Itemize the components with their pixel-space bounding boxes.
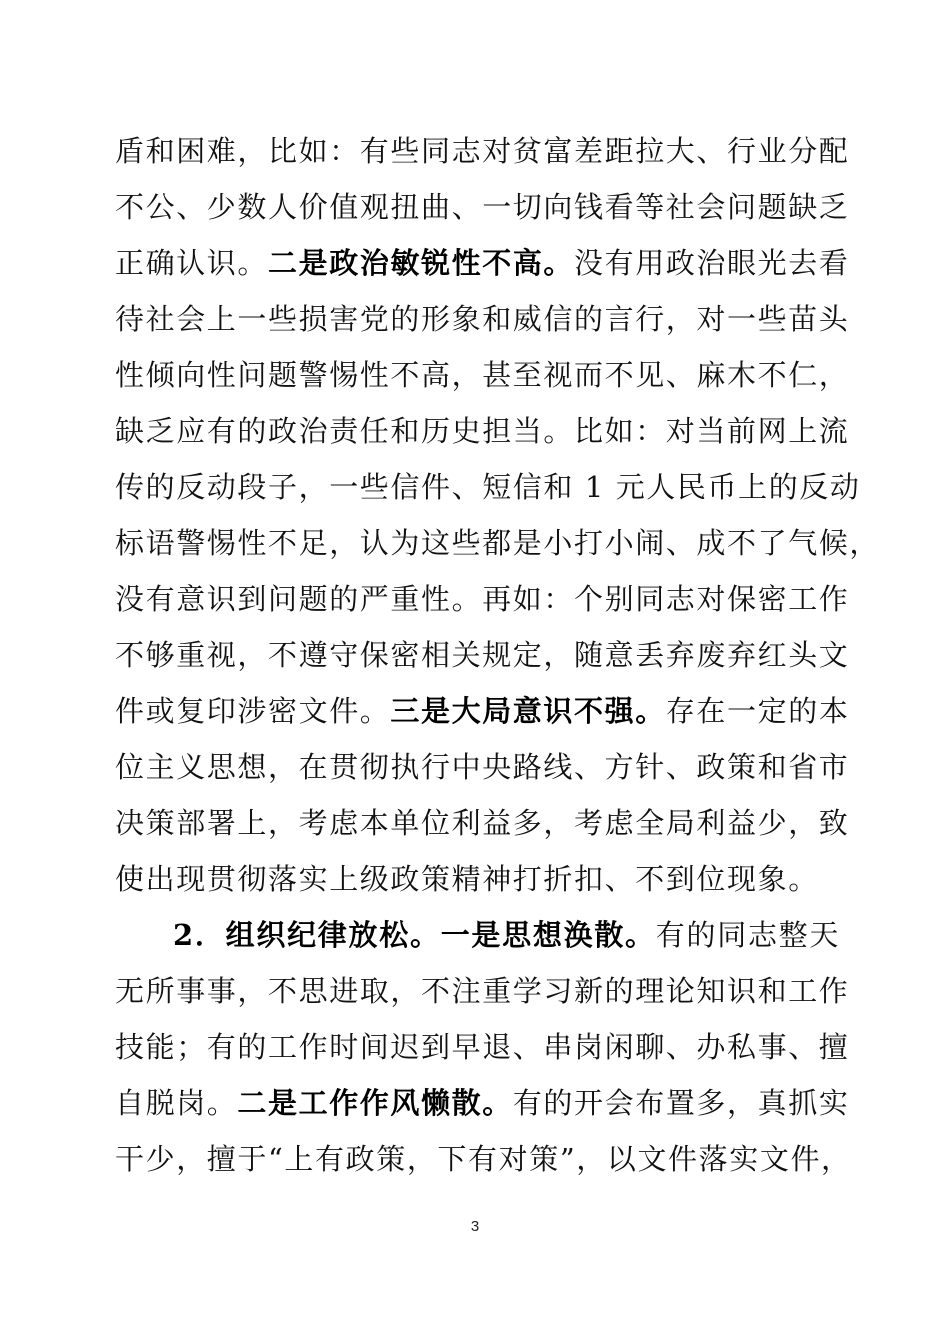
text-run: 不够重视，不遵守保密相关规定，随意丢弃废弃红头文 <box>115 638 850 672</box>
text-line <box>115 355 850 395</box>
text-run: 位主义思想，在贯彻执行中央路线、方针、政策和省市 <box>115 750 850 784</box>
text-line <box>115 803 850 843</box>
bold-heading-run: 三是大局意识不强。 <box>390 694 666 728</box>
text-run: 盾和困难，比如：有些同志对贫富差距拉大、行业分配 <box>115 134 850 168</box>
text-run: 传的反动段子，一些信件、短信和 1 元人民币上的反动 <box>115 470 861 504</box>
text-run: 有的开会布置多，真抓实 <box>512 1086 850 1120</box>
text-line <box>115 243 850 283</box>
text-run: 有的同志整天 <box>655 918 841 952</box>
text-line <box>115 971 850 1011</box>
text-run: 无所事事，不思进取，不注重学习新的理论知识和工作 <box>115 974 850 1008</box>
text-run: 使出现贯彻落实上级政策精神打折扣、不到位现象。 <box>115 862 819 896</box>
bold-heading-run: 二是工作作风懒散。 <box>237 1086 513 1120</box>
text-line <box>115 691 850 731</box>
text-line <box>115 299 850 339</box>
text-line <box>115 579 850 619</box>
text-line <box>115 1083 850 1123</box>
text-run: 缺乏应有的政治责任和历史担当。比如：对当前网上流 <box>115 414 850 448</box>
text-run: 件或复印涉密文件。 <box>115 694 391 728</box>
text-line <box>115 635 850 675</box>
text-line <box>173 915 840 955</box>
text-run: 没有意识到问题的严重性。再如：个别同志对保密工作 <box>115 582 850 616</box>
text-line <box>115 131 850 171</box>
text-run: 技能；有的工作时间迟到早退、串岗闲聊、办私事、擅 <box>115 1030 850 1064</box>
text-run: 决策部署上，考虑本单位利益多，考虑全局利益少，致 <box>115 806 850 840</box>
text-line <box>115 467 861 507</box>
text-line <box>115 187 850 227</box>
page-number: 3 <box>470 1218 480 1235</box>
text-line <box>115 1027 850 1067</box>
text-line <box>115 1139 852 1179</box>
text-line <box>115 411 850 451</box>
text-line <box>115 747 850 787</box>
text-run: 标语警惕性不足，认为这些都是小打小闹、成不了气候， <box>115 526 881 560</box>
text-run: 干少，擅于“上有政策，下有对策”，以文件落实文件， <box>115 1142 852 1176</box>
text-run: 不公、少数人价值观扭曲、一切向钱看等社会问题缺乏 <box>115 190 850 224</box>
text-line <box>115 523 881 563</box>
text-run: 性倾向性问题警惕性不高，甚至视而不见、麻木不仁， <box>115 358 850 392</box>
bold-heading-run: 二是政治敏锐性不高。 <box>268 246 575 280</box>
text-run: 待社会上一些损害党的形象和威信的言行，对一些苗头 <box>115 302 850 336</box>
text-run: 自脱岗。 <box>115 1086 238 1120</box>
text-run: 存在一定的本 <box>665 694 850 728</box>
text-line <box>115 859 840 899</box>
text-run: 正确认识。 <box>115 246 269 280</box>
text-run: 没有用政治眼光去看 <box>574 246 850 280</box>
bold-heading-run: 2．组织纪律放松。一是思想涣散。 <box>173 918 656 952</box>
